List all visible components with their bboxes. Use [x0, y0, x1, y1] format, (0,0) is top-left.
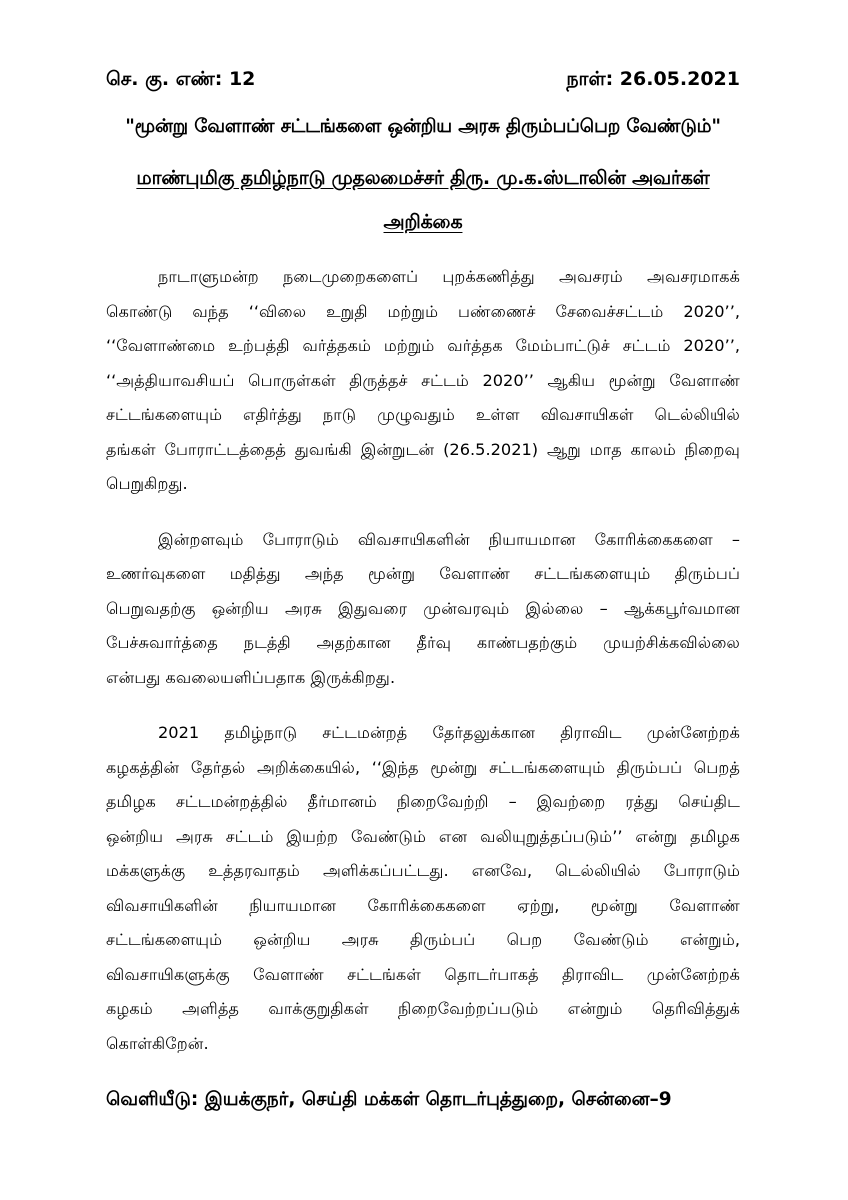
- heading-line-1: மாண்புமிகு தமிழ்நாடு முதலமைச்சர் திரு. மு.க.ஸ்டாலின் அவர்கள்: [136, 167, 710, 189]
- paragraph-line: ‘‘வேளாண்மை உற்பத்தி வர்த்தகம் மற்றும் வர்த்தக மேம்பாட்டுச் சட்டம் 2020’’,: [106, 336, 740, 355]
- paragraph-line: கொள்கிறேன்.: [106, 1033, 209, 1053]
- paragraph-line: சட்டங்களையும் எதிர்த்து நாடு முழுவதும் உள்ள விவசாயிகள் டெல்லியில்: [106, 405, 740, 424]
- paragraph-line: நாடாளுமன்ற நடைமுறைகளைப் புறக்கணித்து அவசரம் அவசரமாகக்: [158, 267, 740, 286]
- paragraph-line: மக்களுக்கு உத்தரவாதம் அளிக்கப்பட்டது. எனவே, டெல்லியில் போராடும்: [106, 861, 740, 880]
- release-date: நாள்: 26.05.2021: [566, 68, 740, 90]
- paragraph-1: [106, 260, 740, 502]
- header-row: [106, 66, 740, 92]
- paragraph-line: பெறுகிறது.: [106, 474, 188, 493]
- paragraph-line: தமிழக சட்டமன்றத்தில் தீர்மானம் நிறைவேற்றி – இவற்றை ரத்து செய்திட: [106, 792, 740, 811]
- paragraph-3: [106, 716, 740, 1061]
- paragraph-line: தங்கள் போராட்டத்தைத் துவங்கி இன்றுடன் (26.5.2021) ஆறு மாத காலம் நிறைவு: [106, 439, 740, 459]
- paragraph-2: [106, 523, 740, 696]
- paragraph-line: 2021 தமிழ்நாடு சட்டமன்றத் தேர்தலுக்கான திராவிட முன்னேற்றக்: [158, 723, 740, 742]
- paragraph-line: உணர்வுகளை மதித்து அந்த மூன்று வேளாண் சட்டங்களையும் திரும்பப்: [106, 564, 740, 583]
- subject-line: "மூன்று வேளாண் சட்டங்களை ஒன்றிய அரசு திரும்பப்பெற வேண்டும்": [125, 116, 721, 137]
- paragraph-line: கொண்டு வந்த ‘‘விலை உறுதி மற்றும் பண்ணைச் சேவைச்சட்டம் 2020’’,: [106, 301, 740, 321]
- paragraph-line: ‘‘அத்தியாவசியப் பொருள்கள் திருத்தச் சட்டம் 2020’’ ஆகிய மூன்று வேளாண்: [106, 370, 740, 390]
- paragraph-line: விவசாயிகளுக்கு வேளாண் சட்டங்கள் தொடர்பாகத் திராவிட முன்னேற்றக்: [106, 964, 740, 984]
- paragraph-line: என்பது கவலையளிப்பதாக இருக்கிறது.: [106, 667, 396, 687]
- reference-number: செ. கு. எண்: 12: [106, 68, 256, 90]
- paragraph-line: கழகத்தின் தேர்தல் அறிக்கையில், ‘‘இந்த மூன்று சட்டங்களையும் திரும்பப் பெறத்: [106, 757, 740, 777]
- paragraph-line: சட்டங்களையும் ஒன்றிய அரசு திரும்பப் பெற வேண்டும் என்றும்,: [106, 930, 740, 949]
- paragraph-line: கழகம் அளித்த வாக்குறுதிகள் நிறைவேற்றப்படும் என்றும் தெரிவித்துக்: [106, 999, 740, 1018]
- release-footer: வெளியீடு: இயக்குநர், செய்தி மக்கள் தொடர்புத்துறை, சென்னை–9: [106, 1089, 672, 1110]
- heading-line-2: அறிக்கை: [383, 211, 463, 233]
- paragraph-line: ஒன்றிய அரசு சட்டம் இயற்ற வேண்டும் என வலியுறுத்தப்படும்’’ என்று தமிழக: [106, 826, 740, 846]
- paragraph-line: இன்றளவும் போராடும் விவசாயிகளின் நியாயமான கோரிக்கைகளை –: [158, 529, 740, 549]
- paragraph-line: விவசாயிகளின் நியாயமான கோரிக்கைகளை ஏற்று, மூன்று வேளாண்: [106, 895, 740, 915]
- statement-heading: [106, 156, 740, 244]
- paragraph-line: பெறுவதற்கு ஒன்றிய அரசு இதுவரை முன்வரவும் இல்லை – ஆக்கபூர்வமான: [106, 598, 740, 618]
- paragraph-line: பேச்சுவார்த்தை நடத்தி அதற்கான தீர்வு காண்பதற்கும் முயற்சிக்கவில்லை: [106, 633, 740, 652]
